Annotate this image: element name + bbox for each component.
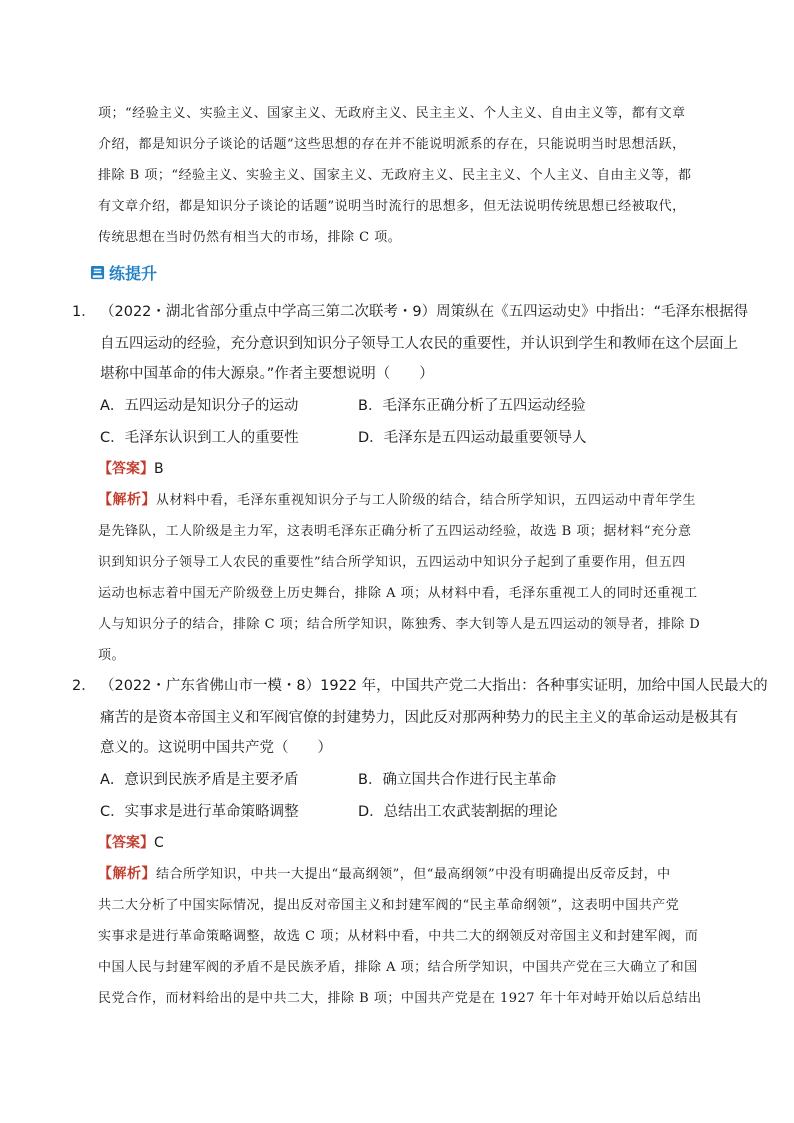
question-stem-line: （2022・湖北省部分重点中学高三第二次联考・9）周策纵在《五四运动史》中指出：“毛泽东根据得 bbox=[100, 304, 749, 320]
analysis-line: 项。 bbox=[98, 648, 126, 663]
analysis-line bbox=[98, 863, 671, 883]
analysis-line: 是先锋队，工人阶级是主力军，这表明毛泽东正确分析了五四运动经验，故选 B 项；据材料“充分意 bbox=[98, 524, 692, 539]
answer-value: B bbox=[154, 461, 164, 477]
option-d[interactable]: D．总结出工农武装割据的理论 bbox=[358, 804, 558, 820]
question-stem-line: 堪称中国革命的伟大源泉。”作者主要想说明（ ） bbox=[100, 366, 434, 382]
question-stem-line: 自五四运动的经验，充分意识到知识分子领导工人农民的重要性，并认识到学生和教师在这个层面上 bbox=[100, 336, 738, 352]
question-stem-line: （2022・广东省佛山市一模・8）1922 年，中国共产党二大指出：各种事实证明，加给中国人民最大的 bbox=[100, 678, 768, 694]
option-d[interactable]: D．毛泽东是五四运动最重要领导人 bbox=[358, 430, 587, 446]
analysis-line: 介绍，都是知识分子谈论的话题”这些思想的存在并不能说明派系的存在，只能说明当时思想活跃， bbox=[98, 137, 686, 152]
question-number: 1． bbox=[72, 304, 96, 320]
analysis-line: 实事求是进行革命策略调整，故选 C 项；从材料中看，中共二大的纲领反对帝国主义和封建军阀，而 bbox=[98, 929, 699, 944]
answer-label: 【答案】 bbox=[98, 835, 154, 851]
analysis-line: 项；“经验主义、实验主义、国家主义、无政府主义、民主主义、个人主义、自由主义等，都有文章 bbox=[98, 106, 686, 121]
option-b[interactable]: B．确立国共合作进行民主革命 bbox=[358, 772, 557, 788]
answer-label: 【答案】 bbox=[98, 461, 154, 477]
analysis-label: 【解析】 bbox=[98, 866, 156, 882]
section-header bbox=[90, 261, 157, 283]
analysis-line: 传统思想在当时仍然有相当大的市场，排除 C 项。 bbox=[98, 230, 402, 245]
answer-value: C bbox=[154, 835, 164, 851]
analysis-line: 民党合作，而材料给出的是中共二大，排除 B 项；中国共产党是在 1927 年十年对峙开始以后总结出 bbox=[98, 991, 702, 1006]
analysis-line: 排除 B 项；“经验主义、实验主义、国家主义、无政府主义、民主主义、个人主义、自由主义等，都 bbox=[98, 168, 692, 183]
option-c[interactable]: C．实事求是进行革命策略调整 bbox=[100, 804, 299, 820]
section-title: 练提升 bbox=[109, 263, 158, 283]
option-a[interactable]: A．意识到民族矛盾是主要矛盾 bbox=[100, 772, 299, 788]
option-a[interactable]: A．五四运动是知识分子的运动 bbox=[100, 398, 299, 414]
question-number: 2． bbox=[72, 678, 96, 694]
question-stem-line: 意义的。这说明中国共产党（ ） bbox=[100, 740, 332, 756]
answer-row bbox=[98, 458, 164, 478]
analysis-line: 运动也标志着中国无产阶级登上历史舞台，排除 A 项；从材料中看，毛泽东重视工人的同时还重视工 bbox=[98, 586, 698, 601]
analysis-text: 从材料中看，毛泽东重视知识分子与工人阶级的结合，结合所学知识，五四运动中青年学生 bbox=[156, 493, 697, 508]
question-stem-line: 痛苦的是资本帝国主义和军阀官僚的封建势力，因此反对那两种势力的民主主义的革命运动是极其有 bbox=[100, 710, 738, 726]
analysis-line: 人与知识分子的结合，排除 C 项；结合所学知识，陈独秀、李大钊等人是五四运动的领导者，排除 D bbox=[98, 617, 701, 632]
analysis-line: 识到知识分子领导工人农民的重要性”结合所学知识，五四运动中知识分子起到了重要作用，但五四 bbox=[98, 555, 686, 570]
analysis-line: 共二大分析了中国实际情况，提出反对帝国主义和封建军阀的“民主革命纲领”，这表明中国共产党 bbox=[98, 898, 680, 913]
analysis-line: 中国人民与封建军阀的矛盾不是民族矛盾，排除 A 项；结合所学知识，中国共产党在三大确立了和国 bbox=[98, 960, 698, 975]
option-c[interactable]: C．毛泽东认识到工人的重要性 bbox=[100, 430, 299, 446]
analysis-text: 结合所学知识，中共一大提出“最高纲领”，但“最高纲领”中没有明确提出反帝反封，中 bbox=[156, 867, 671, 882]
option-b[interactable]: B．毛泽东正确分析了五四运动经验 bbox=[358, 398, 586, 414]
book-icon bbox=[90, 265, 105, 280]
analysis-line bbox=[98, 489, 696, 509]
analysis-label: 【解析】 bbox=[98, 492, 156, 508]
answer-row bbox=[98, 832, 164, 852]
analysis-line: 有文章介绍，都是知识分子谈论的话题”说明当时流行的思想多，但无法说明传统思想已经被取代， bbox=[98, 199, 686, 214]
